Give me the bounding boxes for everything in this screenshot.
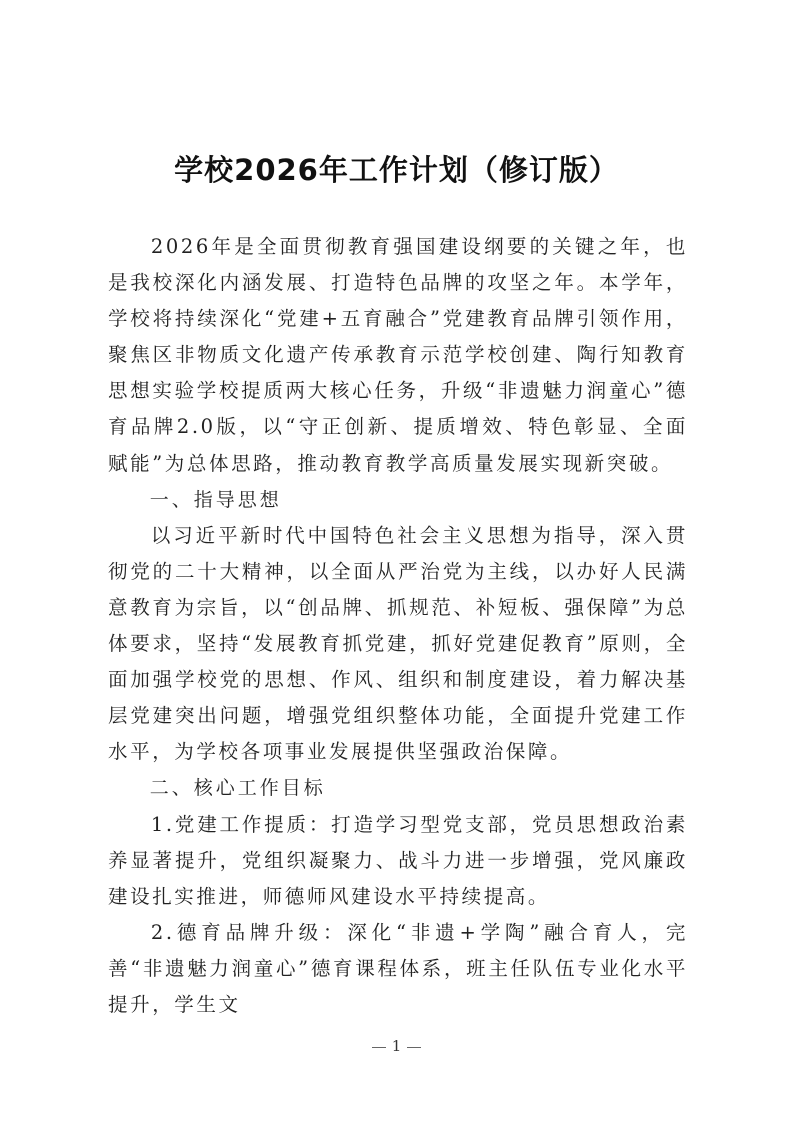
guiding-ideology-paragraph: 以习近平新时代中国特色社会主义思想为指导，深入贯彻党的二十大精神，以全面从严治党为主线，以办好人民满意教育为宗旨，以“创品牌、抓规范、补短板、强保障”为总体要求，坚持“发展教育抓党建，抓好党建促教育”原则，全面加强学校党的思想、作风、组织和制度建设，着力解决基层党建突出问题，增强党组织整体功能，全面提升党建工作水平，为学校各项事业发展提供坚强政治保障。	[108, 523, 688, 764]
dash-right-icon	[407, 1047, 421, 1048]
section-heading-core-goals: 二、核心工作目标	[149, 777, 326, 800]
page-number-value: 1	[391, 1037, 402, 1055]
intro-paragraph: 2026年是全面贯彻教育强国建设纲要的关键之年，也是我校深化内涵发展、打造特色品牌的攻坚之年。本学年，学校将持续深化“党建+五育融合”党建教育品牌引领作用，聚焦区非物质文化遗产传承教育示范学校创建、陶行知教育思想实验学校提质两大核心任务，升级“非遗魅力润童心”德育品牌2.0版，以“守正创新、提质增效、特色彰显、全面赋能”为总体思路，推动教育教学高质量发展实现新突破。	[108, 235, 688, 475]
page-number	[0, 1036, 793, 1056]
goal-item-1: 1.党建工作提质：打造学习型党支部，党员思想政治素养显著提升，党组织凝聚力、战斗力进一步增强，党风廉政建设扎实推进，师德师风建设水平持续提高。	[108, 812, 688, 908]
goal-item-2: 2.德育品牌升级：深化“非遗+学陶”融合育人，完善“非遗魅力润童心”德育课程体系，班主任队伍专业化水平提升，学生文	[108, 920, 688, 1016]
section-heading-guiding-ideology: 一、指导思想	[149, 488, 282, 511]
document-title: 学校2026年工作计划（修订版）	[174, 153, 619, 187]
dash-left-icon	[372, 1047, 386, 1048]
document-body	[108, 229, 688, 1023]
